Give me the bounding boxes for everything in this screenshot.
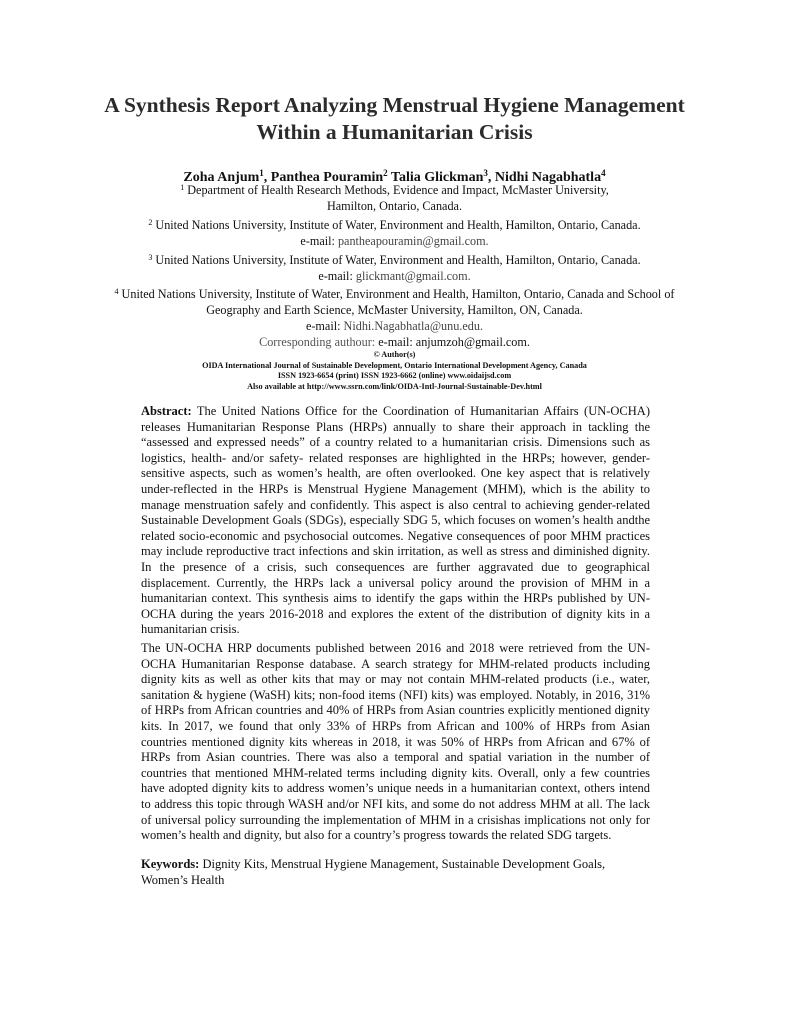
author-separator: , (263, 170, 271, 185)
email-label: e-mail: (300, 233, 335, 248)
affiliation-1 (0, 180, 789, 199)
affiliation-4-email (0, 319, 789, 335)
abstract-label: Abstract: (141, 404, 192, 418)
affiliation-text: United Nations University, Institute of Water, Environment and Health, Hamilton, Ontario, Canada. (155, 252, 641, 267)
affiliation-marker: 4 (114, 287, 119, 297)
keywords-text: Dignity Kits, Menstrual Hygiene Management, Sustainable Development Goals, Women’s Health (141, 857, 606, 887)
abstract-text: The United Nations Office for the Coordination of Humanitarian Affairs (UN-OCHA) releases Humanitarian Response Plans (HRPs) annually to share their approach in tackling the “assessed and expressed needs” of a country related to a humanitarian crisis. Dimensions such as logistics, health- and/or safety- related responses are highlighted in the HRPs; however, gender-sensitive aspects, such as women’s health, are often overlooked. One key aspect that is relatively under-reflected in the HRPs is Menstrual Hygiene Management (MHM), which is the ability to manage menstruation safely and confidently. This aspect is also central to achieving gender-related Sustainable Development Goals (SDGs), especially SDG 5, which focuses on women’s health andthe related socio-economic and psychosocial outcomes. Negative consequences of poor MHM practices may include reproductive tract infections and skin irritation, as well as stress and diminished dignity. In the presence of a crisis, such consequences are further aggravated due to geographical displacement. Currently, the HRPs lack a universal policy around the provision of MHM in a humanitarian context. This synthesis aims to identify the gaps within the HRPs published by UN-OCHA during the years 2016-2018 and explores the extent of the distribution of dignity kits in a humanitarian crisis. (141, 404, 650, 637)
keywords (141, 857, 650, 888)
email-address[interactable]: anjumzoh@gmail.com. (415, 335, 530, 350)
paper-title (60, 92, 729, 146)
email-address[interactable]: Nidhi.Nagabhatla@unu.edu. (343, 319, 484, 334)
journal-line: OIDA International Journal of Sustainable Development, Ontario International Development Agency, Canada (202, 360, 587, 370)
affiliation-text: United Nations University, Institute of Water, Environment and Health, Hamilton, Ontario, Canada. (155, 217, 641, 232)
corresponding-author (0, 335, 789, 351)
publication-info (0, 350, 789, 392)
author-name: Talia Glickman (390, 170, 484, 185)
author-affiliation-marker: 2 (383, 168, 388, 178)
affiliation-3 (0, 250, 789, 269)
affiliation-text: United Nations University, Institute of Water, Environment and Health, Hamilton, Ontario, Canada and School of (121, 287, 675, 302)
title-line-1: A Synthesis Report Analyzing Menstrual Hygiene Management (104, 93, 685, 117)
affiliation-4-cont: Geography and Earth Science, McMaster University, Hamilton, ON, Canada. (206, 303, 583, 318)
affiliation-4 (0, 284, 789, 303)
copyright-line: © Author(s) (373, 350, 416, 359)
issn-line: ISSN 1923-6654 (print) ISSN 1923-6662 (online) www.oidaijsd.com (277, 371, 512, 381)
email-label: e-mail: (318, 268, 353, 283)
methods-results-paragraph: The UN-OCHA HRP documents published between 2016 and 2018 were retrieved from the UN-OCHA Humanitarian Response database. A search strategy for MHM-related products including dignity kits as well as other kits that may or may not contain MHM-related products (i.e., water, sanitation & hygiene (WaSH) kits; non-food items (NFI) kits) was employed. Notably, in 2016, 31% of HRPs from African countries and 40% of HRPs from Asian countries explicitly mentioned dignity kits. In 2017, we found that only 33% of HRPs from African and 100% of HRPs from Asian countries mentioned dignity kits whereas in 2018, it was 50% of HRPs from African and 67% of HRPs from Asian countries. There was also a temporal and spatial variation in the number of countries that mentioned MHM-related terms including dignity kits. Overall, only a few countries have adopted dignity kits to address women’s unique needs in a humanitarian context, others intend to address this topic through WASH and/or NFI kits, and some do not address MHM at all. The lack of universal policy surrounding the implementation of MHM in a crisishas implications not only for women’s health and dignity, but also for a country’s progress towards the related SDG targets. (141, 641, 650, 843)
email-address[interactable]: pantheapouramin@gmail.com. (337, 233, 489, 248)
affiliation-2 (0, 215, 789, 234)
availability-line: Also available at http://www.ssrn.com/link/OIDA-Intl-Journal-Sustainable-Dev.html (247, 381, 542, 391)
email-address[interactable]: glickmant@gmail.com. (355, 268, 471, 283)
affiliation-2-email (0, 234, 789, 250)
author-name: Nidhi Nagabhatla (494, 170, 602, 185)
affiliation-marker: 1 (180, 183, 185, 192)
email-label: e-mail: (378, 335, 413, 350)
abstract (141, 404, 650, 638)
author-affiliation-marker: 1 (259, 168, 264, 178)
author-separator: , (487, 170, 495, 185)
affiliation-text: Department of Health Research Methods, Evidence and Impact, McMaster University, (187, 183, 609, 197)
keywords-label: Keywords: (141, 857, 200, 871)
author-affiliation-marker: 4 (601, 168, 606, 178)
affiliation-marker: 3 (148, 252, 153, 262)
author-name: Zoha Anjum (183, 170, 260, 185)
title-line-2: Within a Humanitarian Crisis (256, 120, 533, 144)
affiliation-marker: 2 (148, 217, 153, 227)
email-label: e-mail: (305, 319, 341, 334)
author-name: Panthea Pouramin (270, 170, 384, 185)
author-affiliation-marker: 3 (483, 168, 488, 178)
affiliation-3-email (0, 269, 789, 285)
affiliation-1-cont: Hamilton, Ontario, Canada. (326, 198, 463, 213)
affiliations (0, 180, 789, 351)
corresponding-label: Corresponding authour: (259, 335, 376, 350)
